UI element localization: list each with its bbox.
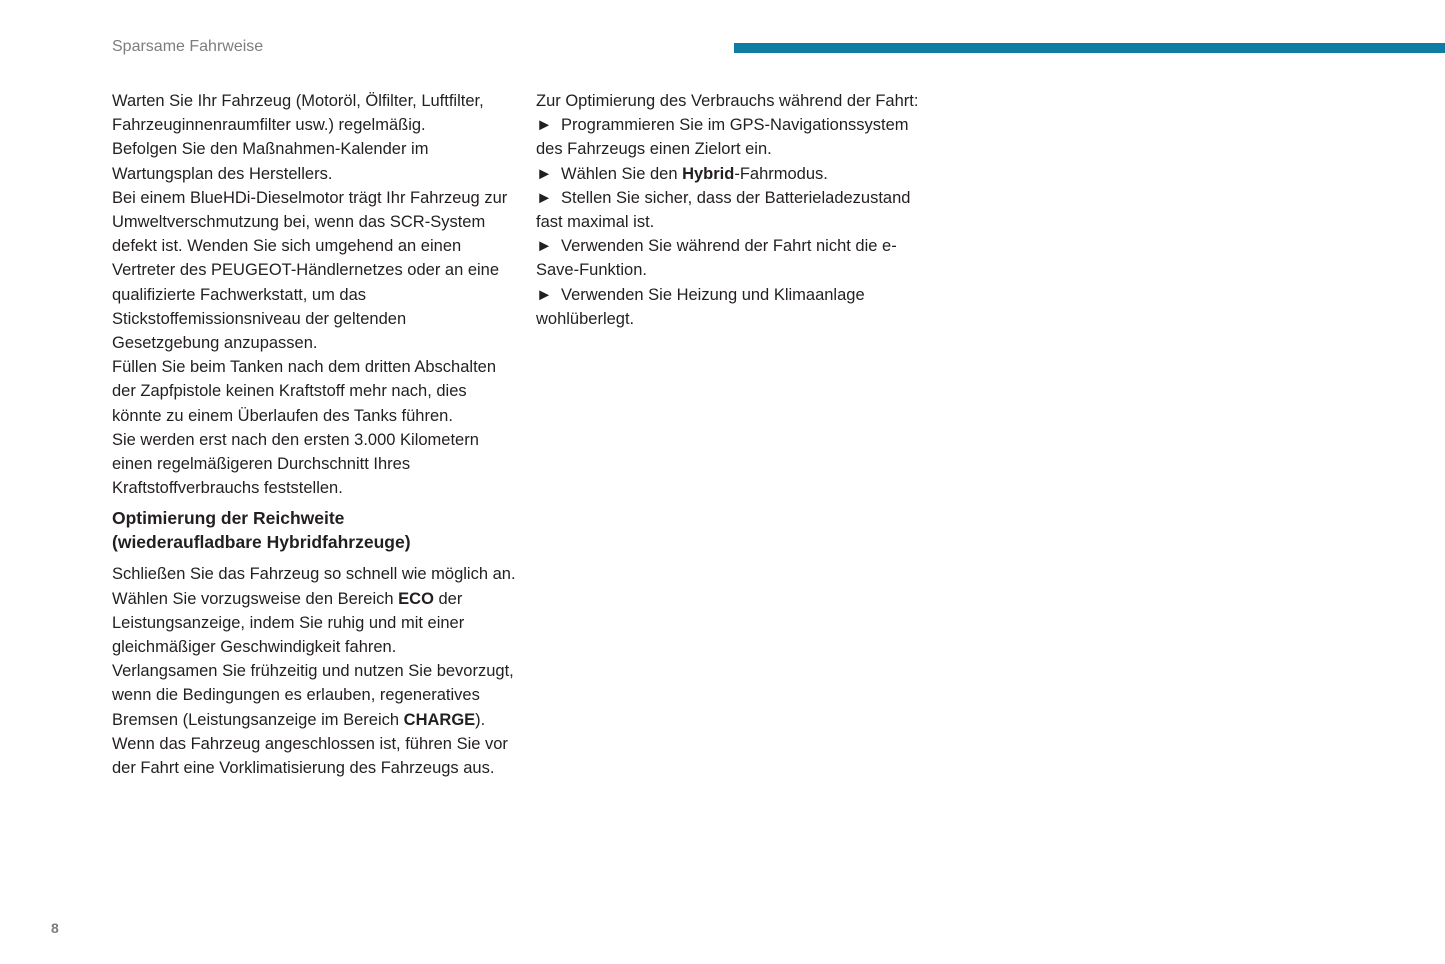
bullet-text: Programmieren Sie im GPS-Navigationssystem des Fahrzeugs einen Zielort ein.: [536, 116, 909, 159]
section-heading-range: [112, 506, 517, 554]
bullet-climate: [536, 283, 936, 331]
bullet-battery: [536, 186, 936, 234]
bullet-text-a: Wählen Sie den: [561, 164, 683, 183]
paragraph-bluehdi: Bei einem BlueHDi-Dieselmotor trägt Ihr Fahrzeug zur Umweltverschmutzung bei, wenn das SCR-System defekt ist. Wenden Sie sich umgehend an einen Vertreter des PEUGEOT-Händlernetzes oder an eine qualifizierte Fachwerkstatt, um das Stickstoffemissionsniveau der geltenden Gesetzgebung anzupassen.: [112, 188, 508, 353]
triangle-bullet-icon: ►: [536, 237, 553, 256]
page-number: 8: [51, 920, 59, 936]
paragraph-service-schedule: Befolgen Sie den Maßnahmen-Kalender im Wartungsplan des Herstellers.: [112, 140, 429, 183]
paragraph-refuel: Füllen Sie beim Tanken nach dem dritten Abschalten der Zapfpistole keinen Kraftstoff mehr nach, dies könnte zu einem Überlaufen des Tanks führen.: [112, 358, 497, 425]
text-charge-c: ).: [475, 710, 486, 729]
text-eco-c: der Leistungsanzeige, indem Sie ruhig und mit einer gleichmäßiger Geschwindigkeit fahren.: [112, 589, 465, 657]
bullet-text: Stellen Sie sicher, dass der Batterieladezustand fast maximal ist.: [536, 188, 911, 232]
text-eco-a: Wählen Sie vorzugsweise den Bereich: [112, 589, 399, 608]
triangle-bullet-icon: ►: [536, 164, 553, 183]
paragraph-intro: Zur Optimierung des Verbrauchs während der Fahrt:: [536, 92, 919, 110]
paragraph-preconditioning: Wenn das Fahrzeug angeschlossen ist, führen Sie vor der Fahrt eine Vorklimatisierung des Fahrzeugs aus.: [112, 734, 508, 778]
text-charge-bold: CHARGE: [403, 710, 476, 729]
bullet-text-c: -Fahrmodus.: [734, 164, 828, 183]
triangle-bullet-icon: ►: [536, 188, 553, 207]
heading-line-1: Optimierung der Reichweite: [112, 508, 345, 529]
section-title: Sparsame Fahrweise: [112, 38, 264, 55]
text-charge-a: Verlangsamen Sie frühzeitig und nutzen Sie bevorzugt, wenn die Bedingungen es erlauben, regeneratives Bremsen (Leistungsanzeige im Bereich: [112, 662, 514, 729]
text-eco-bold: ECO: [398, 589, 434, 608]
paragraph-maintenance: Warten Sie Ihr Fahrzeug (Motoröl, Ölfilter, Luftfilter, Fahrzeuginnenraumfilter usw.) regelmäßig.: [112, 92, 484, 135]
paragraph-charge: [112, 659, 517, 732]
bullet-esave: [536, 234, 936, 282]
right-column: [536, 89, 936, 331]
bullet-text: Verwenden Sie während der Fahrt nicht die e-Save-Funktion.: [536, 237, 897, 280]
triangle-bullet-icon: ►: [536, 285, 553, 304]
left-column: [112, 89, 517, 780]
bullet-text: Verwenden Sie Heizung und Klimaanlage wohlüberlegt.: [536, 285, 865, 328]
bullet-hybrid-mode: [536, 162, 936, 186]
bullet-navigation: [536, 113, 936, 161]
paragraph-eco: [112, 587, 517, 660]
triangle-bullet-icon: ►: [536, 116, 553, 135]
paragraph-average-consumption: Sie werden erst nach den ersten 3.000 Kilometern einen regelmäßigeren Durchschnitt Ihres Kraftstoffverbrauchs feststellen.: [112, 430, 479, 498]
paragraph-connect: Schließen Sie das Fahrzeug so schnell wie möglich an.: [112, 565, 516, 584]
bullet-text-bold: Hybrid: [682, 164, 735, 183]
header-accent-bar: [734, 43, 1445, 53]
heading-line-2: (wiederaufladbare Hybridfahrzeuge): [112, 532, 411, 553]
